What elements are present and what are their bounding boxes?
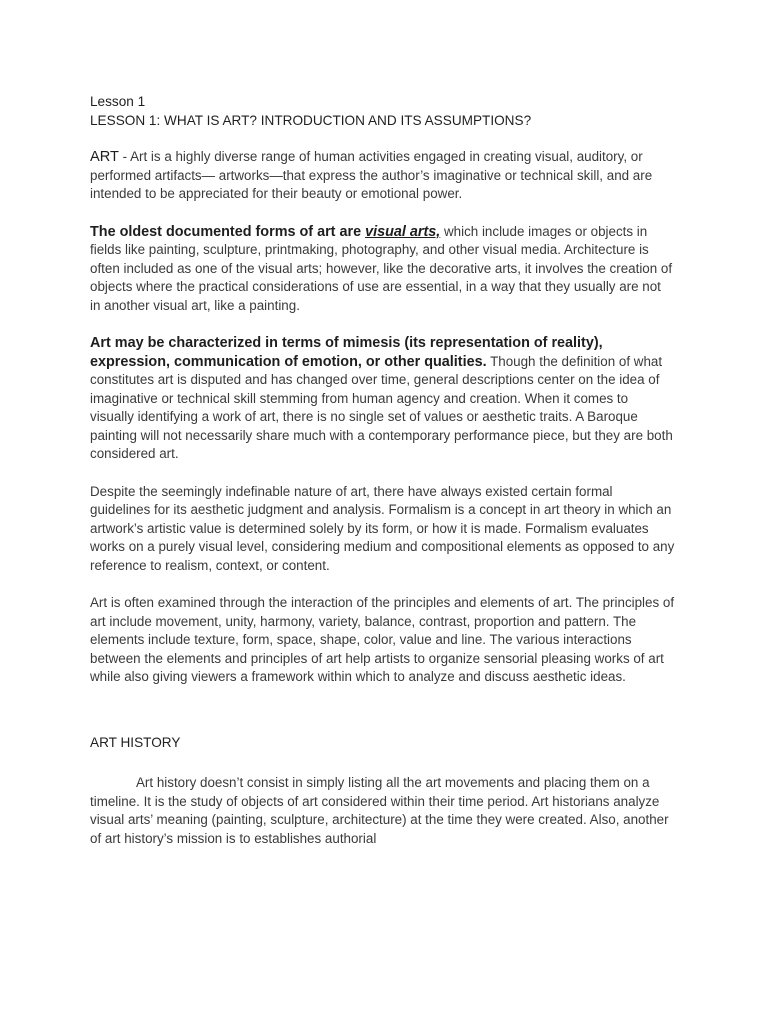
visual-arts-link[interactable]: visual arts, — [365, 223, 441, 240]
term-art: ART — [90, 149, 119, 165]
art-history-title: ART HISTORY — [90, 734, 181, 750]
art-definition-text: - Art is a highly diverse range of human activities engaged in creating visual, auditory, or performed artifacts— artworks—that express the author’s imaginative or technical skill, and are intended to be appreciated for their beauty or emotional power. — [90, 149, 653, 201]
paragraph-principles — [90, 594, 675, 687]
lesson-label: Lesson 1 — [90, 94, 146, 109]
section-spacer — [90, 687, 675, 726]
principles-text: Art is often examined through the interaction of the principles and elements of art. The principles of art include movement, unity, harmony, variety, balance, contrast, proportion and pattern. The elements include texture, form, space, shape, color, value and line. The various interactions between the elements and principles of art help artists to organize sensorial pleasing works of art while also giving viewers a framework within which to analyze and discuss aesthetic ideas. — [90, 595, 675, 684]
mimesis-text: Though the definition of what constitutes art is disputed and has changed over time, general descriptions center on the idea of imaginative or technical skill stemming from human agency and creation. When it comes to visually identifying a work of art, there is no single set of values or aesthetic traits. A Baroque painting will not necessarily share much with a contemporary performance piece, but they are both considered art. — [90, 353, 673, 461]
paragraph-mimesis — [90, 334, 675, 464]
document-page — [90, 93, 675, 867]
lesson-title: LESSON 1: WHAT IS ART? INTRODUCTION AND ITS ASSUMPTIONS? — [90, 112, 532, 128]
paragraph-art-definition — [90, 148, 675, 204]
visual-arts-lead: The oldest documented forms of art are — [90, 223, 366, 240]
paragraph-visual-arts — [90, 223, 675, 316]
paragraph-art-history — [90, 774, 675, 848]
visual-arts-text: which include images or objects in fields like painting, sculpture, printmaking, photography, and other visual media. Architecture is often included as one of the visual arts; however, like the decorative arts, it involves the creation of objects where the practical considerations of use are essential, in a way that they usually are not in another visual art, like a painting. — [90, 223, 673, 313]
art-history-text: Art history doesn’t consist in simply listing all the art movements and placing them on a timeline. It is the study of objects of art considered within their time period. Art historians analyze visual arts’ meaning (painting, sculpture, architecture) at the time they were created. Also, another of art history’s mission is to establishes authorial — [90, 775, 669, 846]
mimesis-lead: Art may be characterized in terms of mimesis (its representation of reality), expression, communication of emotion, or other qualities. — [90, 335, 603, 370]
paragraph-formalism — [90, 483, 675, 576]
formalism-text: Despite the seemingly indefinable nature of art, there have always existed certain formal guidelines for its aesthetic judgment and analysis. Formalism is a concept in art theory in which an artwork’s artistic value is determined solely by its form, or how it is made. Formalism evaluates works on a purely visual level, considering medium and compositional elements as opposed to any reference to realism, context, or content. — [90, 483, 675, 573]
